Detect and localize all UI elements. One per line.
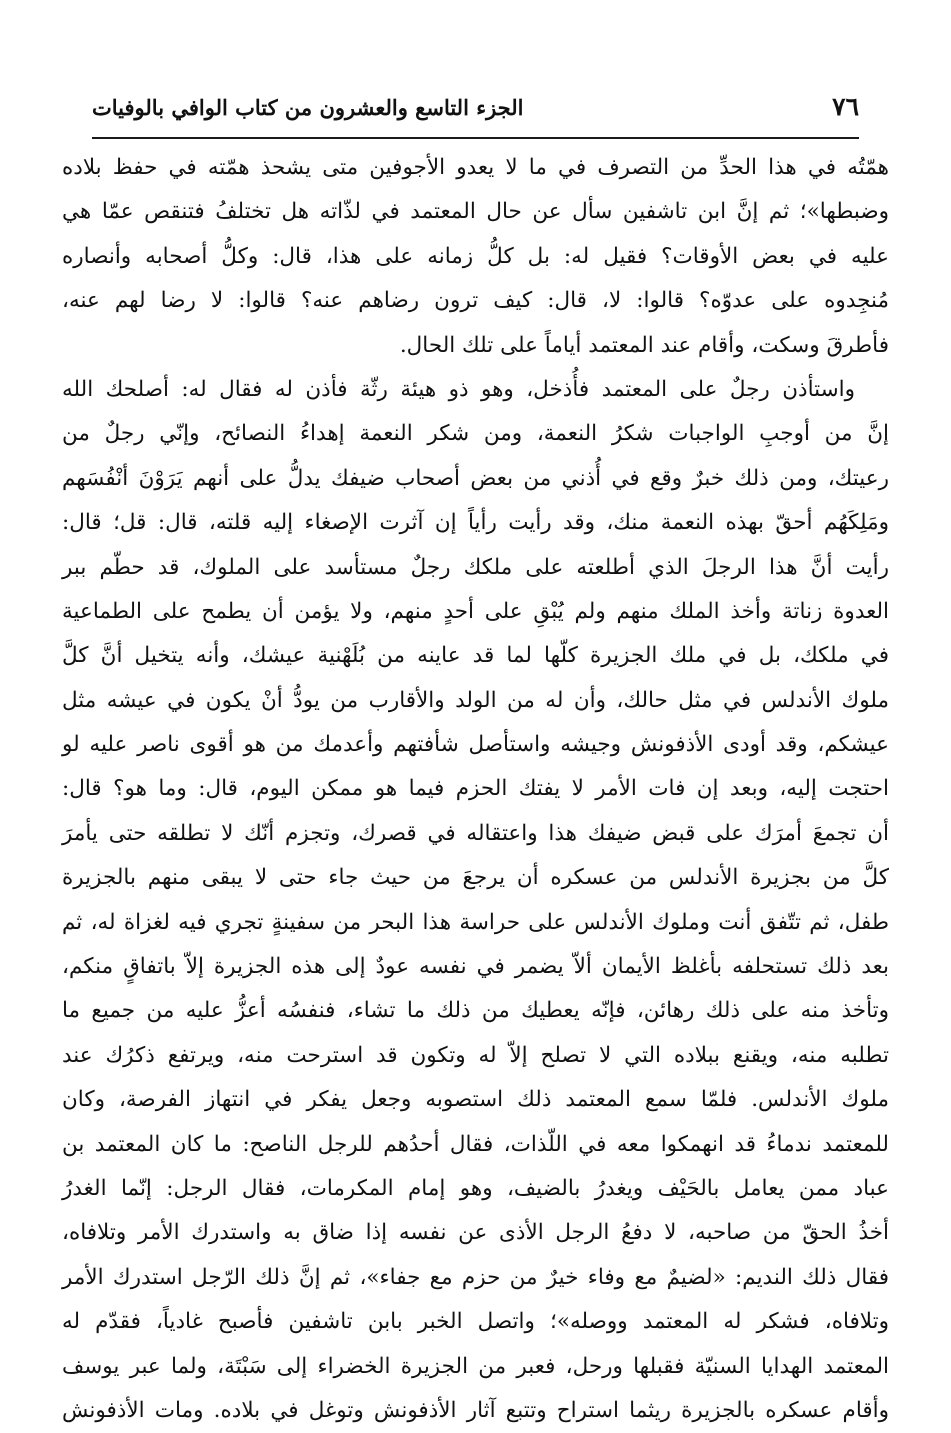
page-number: ٧٦: [832, 92, 859, 121]
text-line: في ملكك، بل في ملك الجزيرة كلّها لما قد عاينه من بُلَهْنية عيشك، وأنه يتخيل أنَّ كلَّ: [62, 643, 889, 669]
text-line: وأقام عسكره بالجزيرة ريثما استراح وتتبع آثار الأذفونش وتوغل في بلاده. ومات الأذفونش: [62, 1397, 889, 1423]
text-line: ومَلِكَهُم أحقّ بهذه النعمة منك، وقد رأيت رأياً إن آثرت الإصغاء إليه قلته، قال: قل؛ قال:: [62, 510, 889, 536]
text-line: واستأذن رجلٌ على المعتمد فأُذخل، وهو ذو هيئة رثّة فأذن له فقال له: أصلحك الله: [62, 376, 855, 402]
text-line: ملوك الأندلس في مثل حالك، وأن له من الولد والأقارب من يودُّ أنْ يكون في عيشه مثل: [62, 687, 889, 713]
text-line: عليه في بعض الأوقات؟ فقيل له: بل كلُّ زمانه على هذا، قال: وكلُّ أصحابه وأنصاره: [62, 243, 889, 269]
text-line: رأيت أنَّ هذا الرجلَ الذي أطلعته على ملكك رجلٌ مستأسد على الملوك، قد حطّم ببر: [62, 554, 889, 580]
text-line: للمعتمد ندماءُ قد انهمكوا معه في اللّذات، فقال أحدُهم للرجل الناصح: ما كان المعتمد بن: [62, 1131, 889, 1157]
text-line: أخذُ الحقّ من صاحبه، لا دفعُ الرجل الأذى عن نفسه إذا ضاق به واستدرك الأمر وتلافاه،: [62, 1220, 889, 1246]
text-line: العدوة زناتة وأخذ الملك منهم ولم يُبْقِ على أحدٍ منهم، ولا يؤمن أن يطمح على الطماعية: [62, 598, 889, 624]
text-line: وتأخذ منه على ذلك رهائن، فإنّه يعطيك من ذلك ما تشاء، فنفسُه أعزُّ عليه من جميع ما: [62, 998, 889, 1024]
text-line: عيشكم، وقد أودى الأذفونش وجيشه واستأصل شأفتهم وأعدمك من هو أقوى ناصر عليه لو: [62, 732, 889, 758]
text-line: طفل، ثم تتّفق أنت وملوك الأندلس على حراسة هذا البحر من سفينةٍ تجري فيه لغزاة له، ثم: [62, 909, 889, 935]
text-line: احتجت إليه، وبعد إن فات الأمر لا يفتك الحزم فيما هو ممكن اليوم، قال: وما هو؟ قال:: [62, 776, 889, 802]
text-line: وتلافاه، فشكر له المعتمد ووصله»؛ واتصل الخبر بابن تاشفين فأصبح غادياً، فقدّم له: [62, 1309, 889, 1335]
text-line: المعتمد الهدايا السنيّة فقبلها ورحل، فعبر من الجزيرة الخضراء إلى سَبْتَة، ولما عبر يوسف: [62, 1353, 889, 1379]
text-line: فأطرقَ وسكت، وأقام عند المعتمد أياماً على تلك الحال.: [399, 332, 889, 358]
text-line: وضبطها»؛ ثم إنَّ ابن تاشفين سأل عن حال المعتمد في لذّاته هل تختلفُ فتنقص عمّا هي: [62, 199, 889, 225]
text-line: إنَّ من أوجبِ الواجبات شكرُ النعمة، ومن شكر النعمة إهداءُ النصائح، وإنّي رجلٌ من: [62, 421, 889, 447]
page-header: [92, 90, 859, 130]
text-line: بعد ذلك تستحلفه بأغلظ الأيمان ألاّ يضمر في نفسه عودٌ إلى هذه الجزيرة إلاّ باتفاقٍ منكم،: [62, 954, 889, 980]
text-line: كلَّ من بجزيرة الأندلس من عسكره أن يرجعَ من حيث جاء حتى لا يبقى منهم بالجزيرة: [62, 865, 889, 891]
body-text: [62, 146, 889, 1433]
running-title: الجزء التاسع والعشرون من كتاب الوافي بالوفيات: [92, 95, 524, 120]
text-line: أن تجمعَ أمرَك على قبض ضيفك هذا واعتقاله في قصرك، وتجزم أنّك لا تطلقه حتى يأمرَ: [62, 820, 889, 846]
text-line: رعيتك، ومن ذلك خبرٌ وقع في أُذني من بعض أصحاب ضيفك يدلُّ على أنهم يَرَوْنَ أنْفُسَهم: [62, 465, 889, 491]
text-line: فقال ذلك النديم: «لضيمٌ مع وفاء خيرٌ من حزم مع جفاء»، ثم إنَّ ذلك الرّجل استدرك الأمر: [62, 1264, 889, 1290]
text-line: همّتُه في هذا الحدِّ من التصرف في ما لا يعدو الأجوفين متى يشحذ همّته في حفظ بلاده: [62, 155, 889, 180]
text-line: ملوك الأندلس. فلمّا سمع المعتمد ذلك استصوبه وجعل يفكر في انتهاز الفرصة، وكان: [62, 1087, 889, 1113]
text-line: عباد ممن يعامل بالحَيْف ويغدرُ بالضيف، وهو إمام المكرمات، فقال الرجل: إنّما الغدرُ: [62, 1175, 889, 1201]
header-divider: [92, 137, 859, 139]
text-line: مُنجِدوه على عدوّه؟ قالوا: لا، قال: كيف ترون رضاهم عنه؟ قالوا: لا رضا لهم عنه،: [62, 288, 889, 314]
text-line: تطلبه منه، ويقنع ببلاده التي لا تصلح إلاّ له وتكون قد استرحت منه، ويرتفع ذكرُك عند: [62, 1042, 889, 1068]
